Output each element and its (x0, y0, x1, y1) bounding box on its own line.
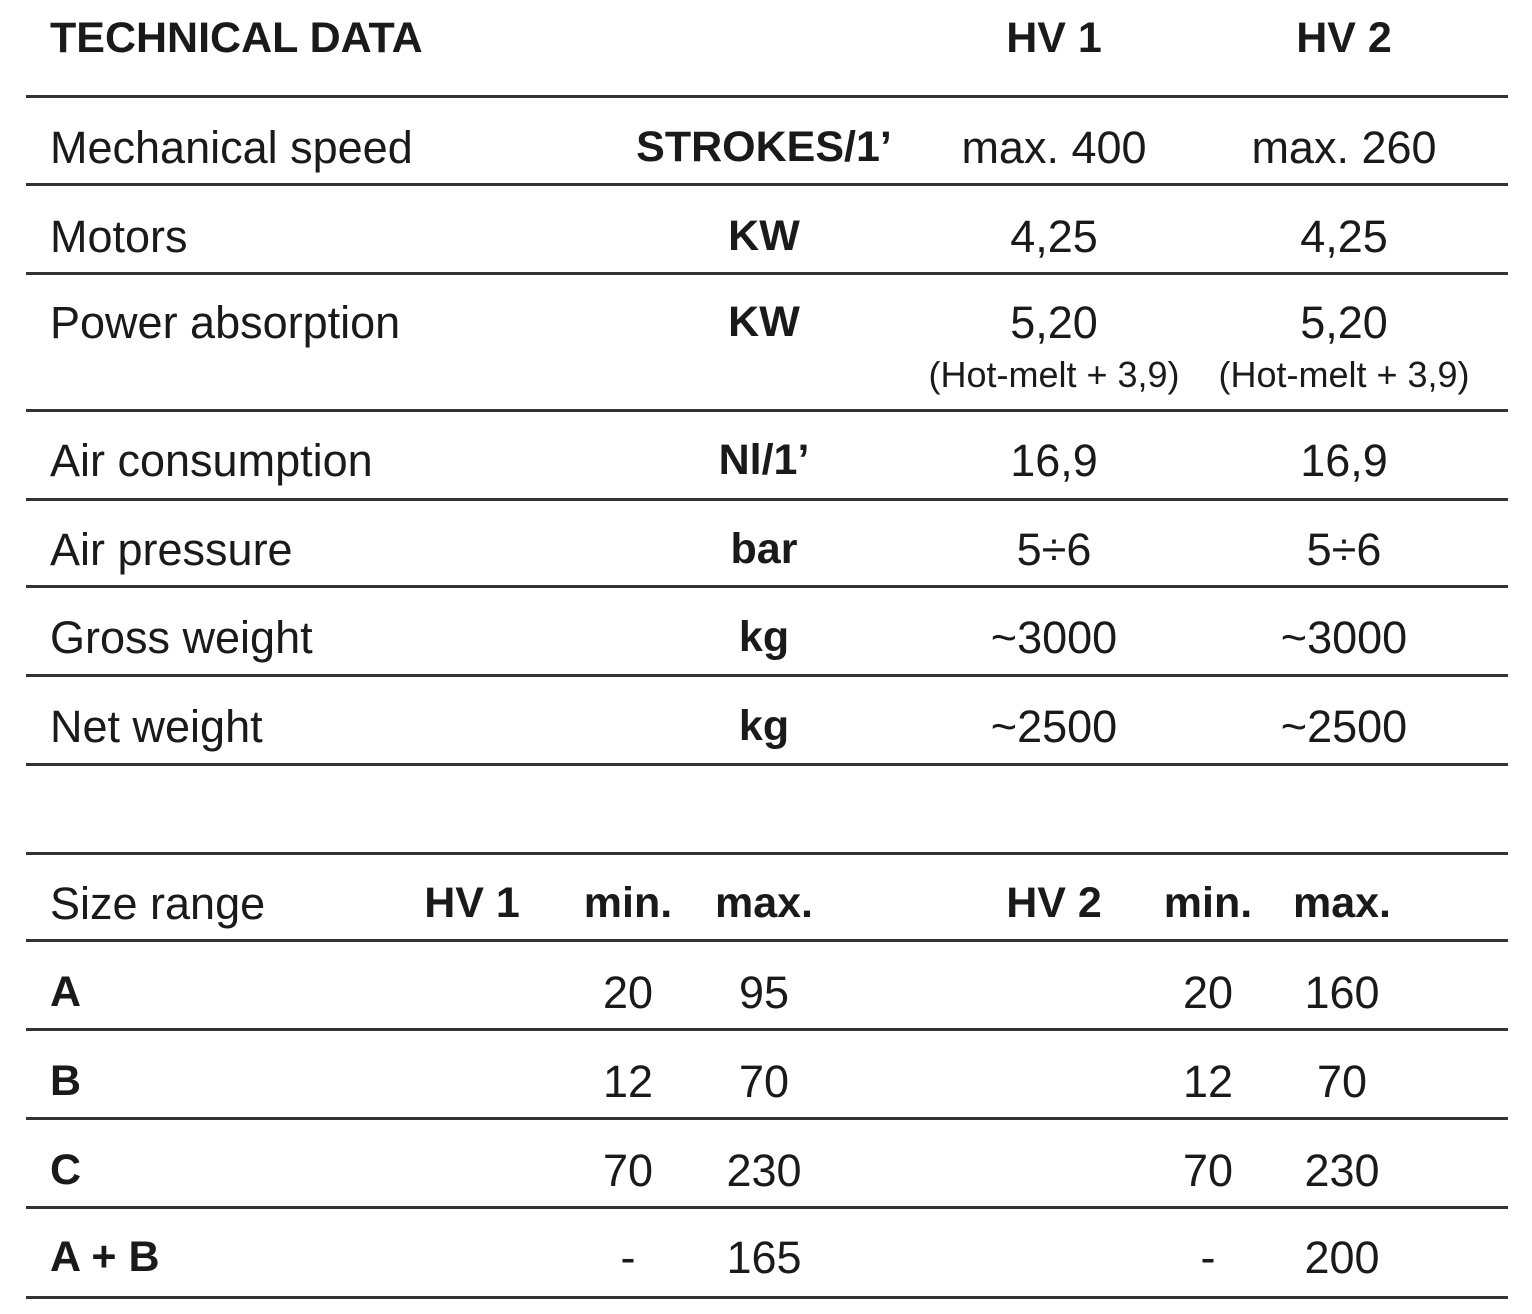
spec-value-hv1: ~2500 (990, 701, 1118, 752)
divider (26, 1117, 1508, 1120)
model-header-hv1: HV 1 (1006, 14, 1102, 62)
spec-unit: KW (728, 212, 800, 260)
size-hv1-min: 70 (602, 1145, 654, 1196)
size-hv2-max: 160 (1304, 967, 1380, 1018)
spec-value-hv2: ~2500 (1280, 701, 1408, 752)
divider (26, 95, 1508, 98)
spec-unit: Nl/1’ (718, 436, 810, 484)
spec-unit: kg (738, 613, 790, 661)
size-header-min-hv2: min. (1163, 879, 1253, 927)
size-hv2-min: - (1200, 1232, 1216, 1283)
spec-unit: KW (728, 298, 800, 346)
size-hv2-min: 12 (1182, 1056, 1234, 1107)
size-hv1-max: 230 (726, 1145, 802, 1196)
spec-value-hv2: 4,25 (1300, 211, 1388, 262)
size-row-label: A (50, 968, 82, 1016)
spec-value-hv2: ~3000 (1280, 612, 1408, 663)
spec-value-hv1: ~3000 (990, 612, 1118, 663)
divider (26, 272, 1508, 275)
spec-label: Mechanical speed (50, 122, 413, 173)
size-hv2-min: 20 (1182, 967, 1234, 1018)
size-hv1-min: 12 (602, 1056, 654, 1107)
divider (26, 674, 1508, 677)
spec-value-hv2: max. 260 (1251, 122, 1437, 173)
divider (26, 409, 1508, 412)
size-range-label: Size range (50, 878, 266, 929)
spec-unit: kg (738, 702, 790, 750)
spec-value-hv1: max. 400 (961, 122, 1147, 173)
spec-label: Gross weight (50, 612, 313, 663)
spec-label: Motors (50, 211, 188, 262)
size-header-max-hv1: max. (714, 879, 813, 927)
spec-unit: STROKES/1’ (636, 123, 892, 171)
spec-note-hv2: (Hot-melt + 3,9) (1218, 354, 1470, 395)
divider (26, 852, 1508, 855)
size-header-max-hv2: max. (1292, 879, 1391, 927)
size-header-hv1: HV 1 (424, 879, 520, 927)
divider (26, 183, 1508, 186)
size-row-label: B (50, 1057, 82, 1105)
size-header-min-hv1: min. (583, 879, 673, 927)
spec-value-hv1: 16,9 (1010, 435, 1098, 486)
size-header-hv2: HV 2 (1006, 879, 1102, 927)
size-hv1-min: 20 (602, 967, 654, 1018)
divider (26, 1296, 1508, 1299)
size-hv1-min: - (620, 1232, 636, 1283)
size-hv1-max: 165 (726, 1232, 802, 1283)
size-hv2-max: 70 (1316, 1056, 1368, 1107)
size-hv2-max: 200 (1304, 1232, 1380, 1283)
spec-value-hv2: 5,20 (1300, 297, 1388, 348)
size-row-label: A + B (50, 1233, 160, 1281)
model-header-hv2: HV 2 (1296, 14, 1392, 62)
spec-unit: bar (730, 525, 798, 573)
spec-label: Air consumption (50, 435, 373, 486)
spec-value-hv2: 16,9 (1300, 435, 1388, 486)
spec-value-hv1: 5,20 (1010, 297, 1098, 348)
size-hv2-max: 230 (1304, 1145, 1380, 1196)
size-hv1-max: 95 (738, 967, 790, 1018)
spec-label: Air pressure (50, 524, 293, 575)
size-hv1-max: 70 (738, 1056, 790, 1107)
table-title: TECHNICAL DATA (50, 14, 423, 62)
spec-value-hv2: 5÷6 (1306, 524, 1382, 575)
spec-label: Power absorption (50, 297, 401, 348)
spec-note-hv1: (Hot-melt + 3,9) (928, 354, 1180, 395)
divider (26, 763, 1508, 766)
spec-label: Net weight (50, 701, 263, 752)
divider (26, 1206, 1508, 1209)
spec-value-hv1: 5÷6 (1016, 524, 1092, 575)
divider (26, 585, 1508, 588)
size-hv2-min: 70 (1182, 1145, 1234, 1196)
size-row-label: C (50, 1146, 82, 1194)
divider (26, 498, 1508, 501)
divider (26, 1028, 1508, 1031)
spec-value-hv1: 4,25 (1010, 211, 1098, 262)
divider (26, 939, 1508, 942)
